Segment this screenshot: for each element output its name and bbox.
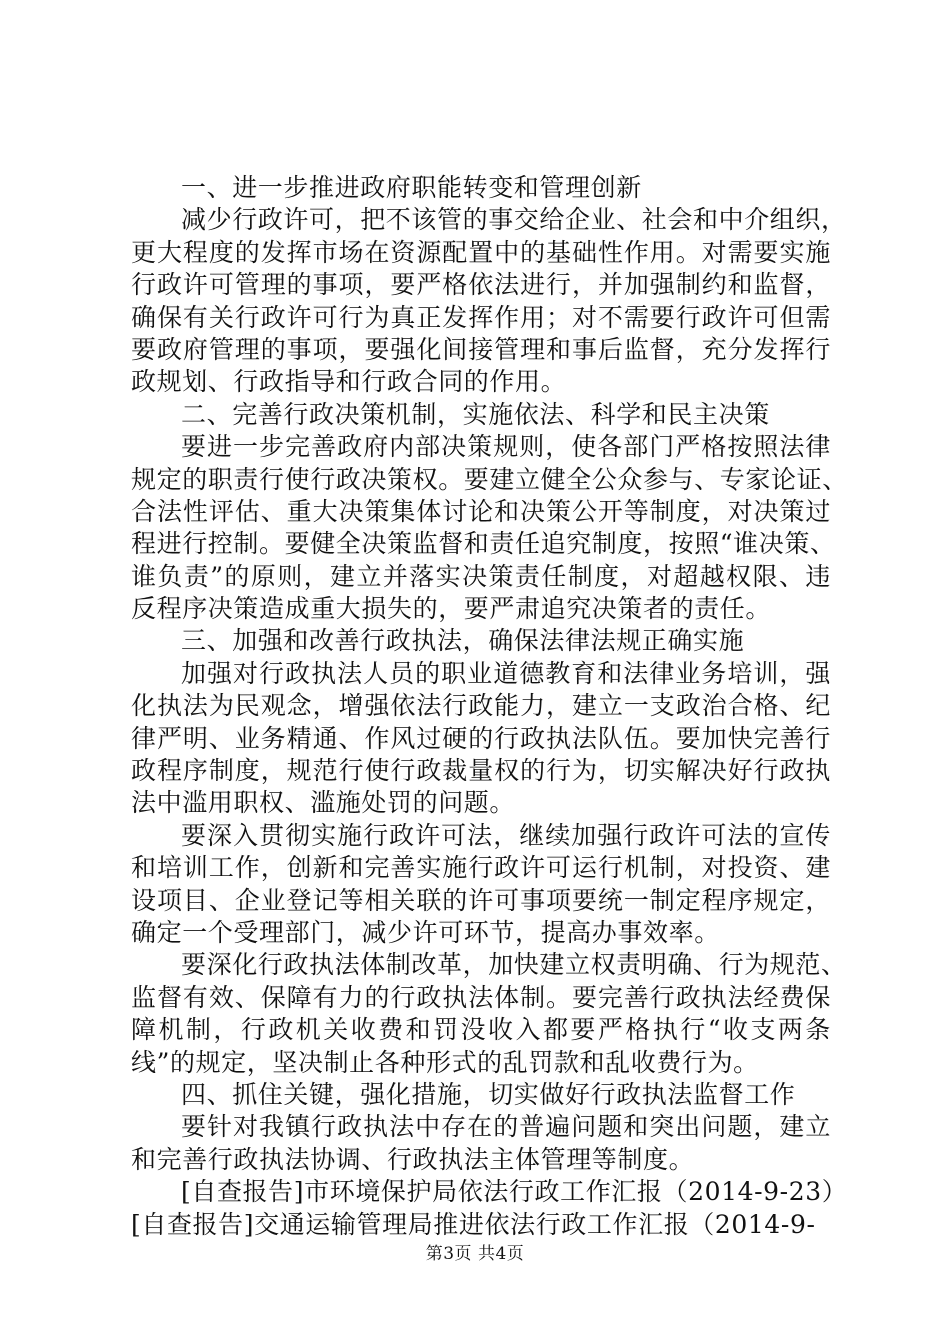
text-line: 政规划、行政指导和行政合同的作用。 (131, 367, 567, 397)
text-line: 要深入贯彻实施行政许可法，继续加强行政许可法的宣传 (181, 820, 831, 850)
text-line: 政程序制度，规范行使行政裁量权的行为，切实解决好行政执 (131, 756, 831, 786)
text-line: 行政许可管理的事项，要严格依法进行，并加强制约和监督， (131, 270, 831, 300)
text-line: 要针对我镇行政执法中存在的普遍问题和突出问题，建立 (181, 1112, 831, 1142)
text-line: 线”的规定，坚决制止各种形式的乱罚款和乱收费行为。 (131, 1047, 759, 1077)
text-line: 障机制，行政机关收费和罚没收入都要严格执行“收支两条 (131, 1015, 831, 1045)
text-line: 加强对行政执法人员的职业道德教育和法律业务培训，强 (181, 658, 831, 688)
text-line: 二、完善行政决策机制，实施依法、科学和民主决策 (181, 399, 770, 429)
related-report-link-1[interactable]: [自查报告]市环境保护局依法行政工作汇报（2014-9-23） (181, 1177, 848, 1207)
text-line: 反程序决策造成重大损失的，要严肃追究决策者的责任。 (131, 594, 772, 624)
text-line: 规定的职责行使行政决策权。要建立健全公众参与、专家论证、 (131, 464, 848, 494)
related-report-link-2[interactable]: [自查报告]交通运输管理局推进依法行政工作汇报（2014-9- (131, 1209, 816, 1239)
document-body (131, 172, 848, 1241)
text-line: 程进行控制。要健全决策监督和责任追究制度，按照“谁决策、 (131, 529, 836, 559)
text-line: 确保有关行政许可行为真正发挥作用；对不需要行政许可但需 (131, 302, 831, 332)
text-line: 四、抓住关键，强化措施，切实做好行政执法监督工作 (181, 1079, 796, 1109)
text-line: 律严明、业务精通、作风过硬的行政执法队伍。要加快完善行 (131, 723, 831, 753)
text-line: 合法性评估、重大决策集体讨论和决策公开等制度，对决策过 (131, 496, 831, 526)
text-line: 谁负责”的原则，建立并落实决策责任制度，对超越权限、违 (131, 561, 831, 591)
text-line: 一、进一步推进政府职能转变和管理创新 (181, 173, 642, 202)
text-line: 三、加强和改善行政执法，确保法律法规正确实施 (181, 626, 745, 656)
text-line: 要政府管理的事项，要强化间接管理和事后监督，充分发挥行 (131, 334, 831, 364)
text-line: 设项目、企业登记等相关联的许可事项要统一制定程序规定， (131, 885, 831, 915)
text-line: 和完善行政执法协调、行政执法主体管理等制度。 (131, 1144, 695, 1174)
text-line: 要进一步完善政府内部决策规则，使各部门严格按照法律 (181, 432, 831, 462)
text-line: 化执法为民观念，增强依法行政能力，建立一支政治合格、纪 (131, 691, 831, 721)
text-line: 监督有效、保障有力的行政执法体制。要完善行政执法经费保 (131, 982, 831, 1012)
text-line: 确定一个受理部门，减少许可环节，提高办事效率。 (131, 917, 720, 947)
text-line: 和培训工作，创新和完善实施行政许可运行机制，对投资、建 (131, 853, 831, 883)
text-line: 更大程度的发挥市场在资源配置中的基础性作用。对需要实施 (131, 237, 831, 267)
text-line: 减少行政许可，把不该管的事交给企业、社会和中介组织， (181, 205, 847, 235)
text-line: 法中滥用职权、滥施处罚的问题。 (131, 788, 516, 818)
text-line: 要深化行政执法体制改革，加快建立权责明确、行为规范、 (181, 950, 847, 980)
page-number-footer: 第3页 共4页 (425, 1244, 525, 1264)
